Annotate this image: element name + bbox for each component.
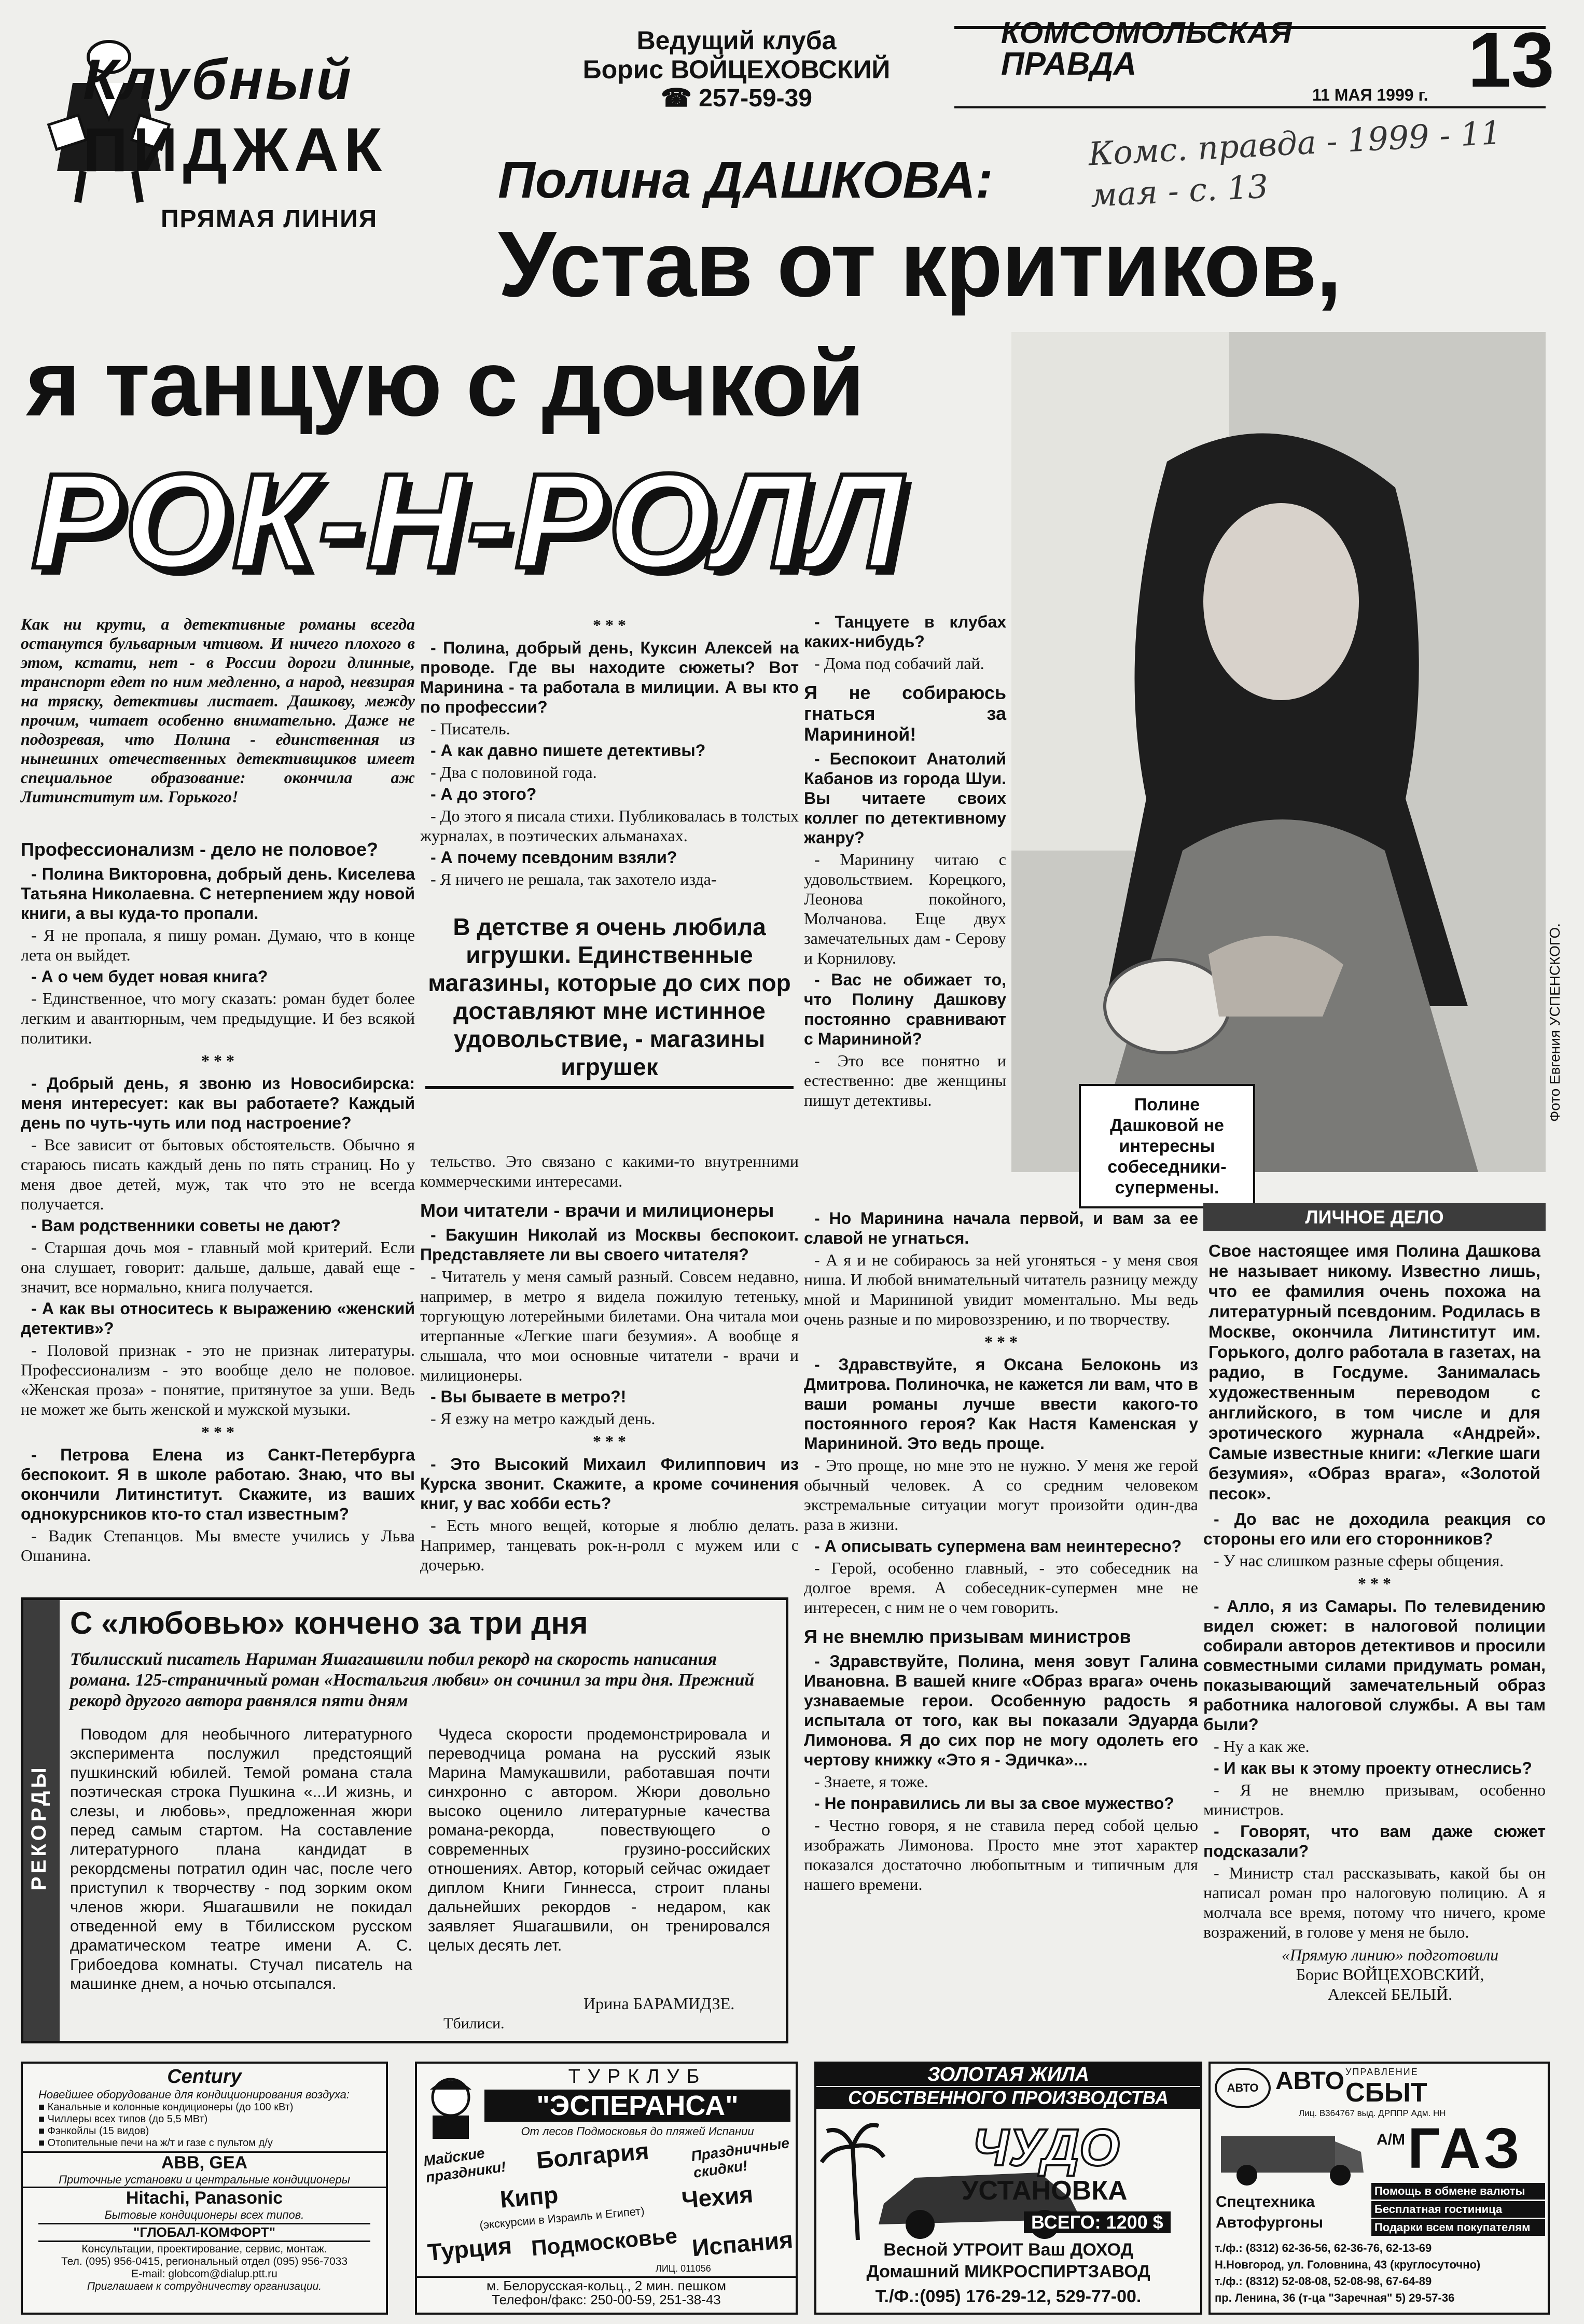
col2_top-question: - А как давно пишете детективы? <box>430 741 706 760</box>
col4-separator: * * * <box>1358 1574 1391 1593</box>
ad3-slogan2: Домашний МИКРОСПИРТЗАВОД <box>866 2262 1150 2281</box>
col4-answer: - Ну а как же. <box>1214 1737 1310 1756</box>
ad2-promo1: Майские праздники! <box>422 2145 507 2186</box>
ad4-brand: ГАЗ <box>1408 2117 1523 2180</box>
ad-chudo <box>814 2062 1202 2315</box>
records-box <box>21 1597 788 2043</box>
paper-name-line1: КОМСОМОЛЬСКАЯ <box>1001 16 1293 50</box>
author-photo <box>1011 332 1563 1172</box>
ad4-offer1: Бесплатная гостиница <box>1371 2201 1545 2218</box>
col3_bottom-subheading: Я не внемлю призывам министров <box>804 1626 1131 1647</box>
col2_top-answer: - До этого я писала стихи. Публиковалась в толстых журналах, в поэтических альманахах. <box>420 806 799 845</box>
col2_top-question: - А почему псевдоним взяли? <box>430 848 677 867</box>
column-2-top <box>420 612 799 891</box>
col3_top-question: - Беспокоит Анатолий Кабанов из города Шуи. Вы читаете своих коллег по детективному жанру? <box>804 749 1006 847</box>
col2_bottom-answer: - Я езжу на метро каждый день. <box>430 1409 656 1428</box>
ad2-brand-top: ТУРКЛУБ <box>568 2066 707 2088</box>
phone-icon: ☎ <box>661 85 692 112</box>
headline-line2: я танцую с дочкой <box>26 331 864 436</box>
records-title: С «любовью» кончено за три дня <box>70 1606 588 1640</box>
column-3-top <box>804 612 1006 1112</box>
ad2-phone: Телефон/факс: 250-00-59, 251-38-43 <box>492 2292 721 2307</box>
ad1-brand2: ABB, GEA <box>23 2151 386 2173</box>
col3_top-question: - Танцуете в клубах каких-нибудь? <box>804 613 1006 651</box>
col3_bottom-question: - Здравствуйте, Полина, меня зовут Галина Ивановна. В вашей книге «Образ врага» очень узнаваемые герои. Особенную радость я испытала от того, как вы показали Эдуарда Лимонова. Я до сих пор не могу одолеть его чертову книжку «Это я - Эдичка»... <box>804 1652 1198 1769</box>
col2_top-answer: - Два с половиной года. <box>430 763 597 782</box>
ad-esperansa <box>415 2062 798 2315</box>
col4-answer: - Я не внемлю призывам, особенно министров. <box>1203 1780 1546 1819</box>
ad1-line3: ■ Фэнкойлы (15 видов) <box>38 2125 149 2137</box>
ad2-dest5: Подмосковье <box>530 2223 678 2261</box>
portrait-illustration <box>1011 332 1546 1172</box>
ad4-service0: Спецтехника <box>1216 2193 1315 2210</box>
ad3-phone: Т./Ф.:(095) 176-29-12, 529-77-00. <box>875 2287 1142 2306</box>
col2_top-separator: * * * <box>593 616 626 634</box>
col1-subheading: Профессионализм - дело не половое? <box>21 839 378 860</box>
ad4-name1: АВТО <box>1275 2067 1344 2095</box>
col2_bottom-answer: тельство. Это связано с какими-то внутренними коммерческими интересами. <box>420 1152 799 1190</box>
ad2-license: ЛИЦ. 011056 <box>656 2263 711 2274</box>
ad2-dest3: (экскурсии в Израиль и Египет) <box>479 2204 645 2232</box>
section-label: ПРЯМАЯ ЛИНИЯ <box>161 205 378 233</box>
col1-separator: * * * <box>201 1423 234 1441</box>
records-col1: Поводом для необычного литературного эксперимента послужил предстоящий пушкинский юбилей. Темой романа стала поэтическая строка Пушкина «...И жизнь, и слезы, и любовь», предложенная жюри перед самым стартом. На составление литературного плана кандидат в рекордсмены потратил один час, после чего приступил к творчеству - под зорким оком членов жюри. Яшагашвили не покидал отведенной ему в Тбилисском русском драматическом театре имени А. С. Грибоедова комнаты. Стучал писатель на машинке днем, а ночью отсыпался. <box>70 1725 412 1993</box>
records-lead: Тбилисский писатель Нариман Яшагашвили побил рекорд на скорость написания романа. 125-страничный роман «Ностальгия любви» он сочинил за три дня. Прежний рекорд другого автора равнялся пяти дням <box>70 1650 755 1710</box>
ad1-contact3: Приглашаем к сотрудничеству организации. <box>87 2280 322 2292</box>
host-phone <box>560 84 913 113</box>
host-label: Ведущий клуба <box>636 26 837 55</box>
records-place: Тбилиси. <box>443 2015 505 2032</box>
col3_bottom-answer: - Знаете, я тоже. <box>814 1772 928 1791</box>
ad-century <box>21 2062 388 2315</box>
col2_bottom-subheading: Мои читатели - врачи и милиционеры <box>420 1200 774 1221</box>
col1-question: - Вам родственники советы не дают? <box>31 1216 341 1235</box>
ad1-brand2-sub: Приточные установки и центральные кондиционеры <box>59 2173 350 2186</box>
col1-answer: - Половой признак - это не признак литературы. Профессионализм - это вообще дело не половое. «Женская проза» - понятие, притянутое за уши. Ведь не может же быть женской и мужской музыки. <box>21 1341 415 1418</box>
ad4-phone0: т./ф.: (8312) 62-36-56, 62-36-76, 62-13-69 <box>1215 2242 1432 2255</box>
col2_bottom-answer: - Читатель у меня самый разный. Совсем недавно, например, в метро я видела пожилую тетеньку, торгующую лотерейными билетами. Она читала мои итерпанные «Легкие шаги безумия». А вообще я слышала, что мои основные читатели - врачи и милиционеры. <box>420 1267 799 1384</box>
col2_bottom-question: - Бакушин Николай из Москвы беспокоит. Представляете ли вы своего читателя? <box>420 1226 799 1264</box>
ad3-product-sub: УСТАНОВКА <box>962 2176 1128 2206</box>
records-author: Ирина БАРАМИДЗЕ. <box>583 1994 735 2013</box>
column-4 <box>1203 1509 1546 1944</box>
col2_bottom-answer: - Есть много вещей, которые я люблю делать. Например, танцевать рок-н-ролл с мужем или с дочерью. <box>420 1516 799 1574</box>
ad1-brand3-sub: Бытовые кондиционеры всех типов. <box>104 2208 304 2221</box>
col2_top-answer: - Я ничего не решала, так захотело изда- <box>430 870 717 888</box>
ad4-logo-text: АВТО <box>1227 2081 1259 2094</box>
photo-caption: Полине Дашковой не интересны собеседники-супермены. <box>1079 1084 1255 1208</box>
ad3-product: ЧУДО <box>972 2119 1120 2177</box>
bio-title: ЛИЧНОЕ ДЕЛО <box>1203 1203 1546 1231</box>
intro-paragraph: Как ни крути, а детективные романы всегда останутся бульварным чтивом. И ничего плохого в этом, кстати, нет - в России дороги длинные, транспорт едет по ним медленно, а народ, невзирая на тряску, детективы листает. Дашкову, между прочим, читает особенно внимательно. Даже не подозревая, что Полина - единственная из нынешних отечественных детективщиков имеет специальное образование: окончила аж Литинститут им. Горького! <box>21 615 415 806</box>
col4-question: - И как вы к этому проекту отнеслись? <box>1214 1759 1532 1777</box>
headline-kicker: Полина ДАШКОВА: <box>498 151 993 209</box>
ad2-dest2: Кипр <box>498 2181 560 2213</box>
col1-separator: * * * <box>201 1051 234 1070</box>
ad4-phones <box>1215 2240 1544 2306</box>
col1-question: - А о чем будет новая книга? <box>31 967 268 986</box>
col3_bottom-question: - Не понравились ли вы за свое мужество? <box>814 1794 1174 1813</box>
page-number: 13 <box>1468 16 1554 103</box>
paper-name-line2: ПРАВДА <box>1001 46 1137 82</box>
records-side-text: РЕКОРДЫ <box>27 1764 50 1890</box>
ad3-slogan1: Весной УТРОИТ Ваш ДОХОД <box>883 2240 1133 2260</box>
col2_bottom-question: - Вы бываете в метро?! <box>430 1387 627 1406</box>
host-phone-number: 257-59-39 <box>699 85 812 112</box>
credits-line3: Алексей БЕЛЫЙ. <box>1327 1985 1453 2003</box>
col1-answer: - Все зависит от бытовых обстоятельств. Обычно я стараюсь писать каждый день по пять страниц. Но у меня двое детей, муж, так что это не всегда получается. <box>21 1135 415 1213</box>
ad4-phone3: пр. Ленина, 36 (т-ца "Заречная" 5) 29-57-36 <box>1215 2291 1455 2304</box>
ad3-title2: СОБСТВЕННОГО ПРОИЗВОДСТВА <box>816 2086 1200 2109</box>
column-3-bottom <box>804 1208 1198 1896</box>
ad4-service1: Автофургоны <box>1216 2214 1323 2231</box>
ad1-brand3: Hitachi, Panasonic <box>23 2187 386 2208</box>
col4-question: - Говорят, что вам даже сюжет подсказали? <box>1203 1822 1546 1860</box>
ad4-name2: СБЫТ <box>1345 2078 1427 2108</box>
headline-line3: РОК-Н-РОЛЛ <box>31 446 906 596</box>
col3_bottom-answer: - Герой, особенно главный, - это собеседник на долгое время. А собеседник-супермен мне не интересен, с ним не о чем говорить. <box>804 1558 1198 1617</box>
ad4-phone1: Н.Новгород, ул. Головнина, 43 (круглосуточно) <box>1215 2258 1481 2271</box>
credits-line1: «Прямую линию» подготовили <box>1281 1945 1499 1964</box>
col3_top-subheading: Я не собираюсь гнаться за Марининой! <box>804 682 1006 745</box>
col3_bottom-answer: - Это проще, но мне это не нужно. У меня же герой обычный человек. А со средним человеком экстремальные ситуации могут произойти один-два раза в жизни. <box>804 1456 1198 1534</box>
ad2-address: м. Белорусская-кольц., 2 мин. пешком <box>417 2276 796 2294</box>
credits-line2: Борис ВОЙЦЕХОВСКИЙ, <box>1296 1965 1484 1984</box>
col1-answer: - Единственное, что могу сказать: роман будет более легким и авантюрным, чем предыдущие. И без всякой политики. <box>21 989 415 1047</box>
records-col2: Чудеса скорости продемонстрировала и переводчица романа на русский язык Марина Мамукашвили, работавшая почти синхронно с автором. Жюри довольно высоко оценило литературные качества романа-рекорда, повествующего о современных грузино-российских отношениях. Автор, который сейчас ожидает диплом Книги Гиннесса, строит планы дальнейших рекордов - недаром, как заявляет Яшагашвили, он тренировался целых десять лет. <box>428 1725 770 1954</box>
ad4-license: Лиц. В364767 выд. ДРППР Адм. НН <box>1299 2108 1446 2118</box>
ad2-promo2: Праздничные скидки! <box>690 2134 790 2181</box>
col4-answer: - У нас слишком разные сферы общения. <box>1214 1551 1504 1570</box>
col2_top-question: - А до этого? <box>430 785 537 803</box>
ad2-name: "ЭСПЕРАНСА" <box>484 2090 790 2122</box>
ad2-dest4: Турция <box>426 2232 513 2266</box>
ad1-line0: Новейшее оборудование для кондиционирования воздуха: <box>38 2088 350 2101</box>
ad1-contact2: E-mail: globcom@dialup.ptt.ru <box>131 2268 277 2280</box>
logo-line2: ПИДЖАК <box>83 115 387 185</box>
col1-question: - А как вы относитесь к выражению «женский детектив»? <box>21 1299 415 1338</box>
col1-answer: - Вадик Степанцов. Мы вместе учились у Льва Ошанина. <box>21 1526 415 1565</box>
col3_bottom-question: - А описывать супермена вам неинтересно? <box>814 1537 1182 1555</box>
col3_bottom-question: - Здравствуйте, я Оксана Белоконь из Дмитрова. Полиночка, не кажется ли вам, что в ваши романы лучше ввести какого-то постоянного героя? Как Настя Каменская у Марининой. Это ведь проще. <box>804 1355 1198 1453</box>
ad4-dept: УПРАВЛЕНИЕ <box>1345 2067 1419 2077</box>
col4-answer: - Министр стал рассказывать, какой бы он написал роман про налоговую полицию. А я молчала все время, потому что ничего, кроме возражений, в голове у меня не было. <box>1203 1863 1546 1941</box>
ad4-offer0: Помощь в обмене валюты <box>1371 2183 1545 2200</box>
column-2-bottom <box>420 1151 799 1577</box>
ad4-logo <box>1215 2068 1271 2108</box>
ad2-dest1: Чехия <box>680 2180 755 2214</box>
bio-text: Свое настоящее имя Полина Дашкова не называет никому. Известно лишь, что ее фамилия очень похожа на литературный псевдоним. Родилась в Москве, окончила Литинститут им. Горького, долго работала в газетах, на радио, в Госдуме. Занималась художественным переводом с английского, в том числе и для эротического журнала «Андрей». Самые известные книги: «Легкие шаги безумия», «Образ врага», «Золотой песок». <box>1208 1241 1540 1503</box>
logo-line1: Клубный <box>83 48 353 112</box>
col4-question: - До вас не доходила реакция со стороны его или его сторонников? <box>1203 1510 1546 1548</box>
credits <box>1234 1945 1546 2004</box>
ad1-line2: ■ Чиллеры всех типов (до 5,5 МВт) <box>38 2113 208 2125</box>
col4-question: - Алло, я из Самары. По телевидению видел сюжет: в налоговой полиции собирали авторов детективов и просили совместными силами придумать роман, показывающий замечательный образ работника налоговой службы. А вы там были? <box>1203 1597 1546 1734</box>
headline-line1: Устав от критиков, <box>498 212 1341 316</box>
col1-question: - Полина Викторовна, добрый день. Киселева Татьяна Николаевна. С нетерпением жду новой книги, а вы куда-то пропали. <box>21 865 415 923</box>
traveler-icon <box>422 2074 479 2141</box>
col2_top-answer: - Писатель. <box>430 719 510 738</box>
ad1-line4: ■ Отопительные печи на ж/т и газе с пультом д/у <box>38 2137 273 2149</box>
ad-avtosbyt <box>1208 2062 1550 2315</box>
bio-box <box>1203 1203 1546 1513</box>
ad2-dest6: Испания <box>691 2225 794 2262</box>
col3_bottom-separator: * * * <box>984 1332 1018 1351</box>
ad2-tagline: От лесов Подмосковья до пляжей Испании <box>521 2125 754 2138</box>
col1-answer: - Я не пропала, я пишу роман. Думаю, что в конце лета он выйдет. <box>21 926 415 964</box>
ad1-name: Century <box>167 2066 242 2088</box>
col1-answer: - Старшая дочь моя - главный мой критерий. Если она слушает, говорит: дальше, дальше, давай еще - значит, все нормально, книга получается. <box>21 1238 415 1296</box>
paper-name <box>1001 18 1292 80</box>
issue-date: 11 МАЯ 1999 г. <box>1312 86 1428 104</box>
ad1-contact1: Тел. (095) 956-0415, региональный отдел (095) 956-7033 <box>61 2256 348 2267</box>
ad1-line1: ■ Канальные и колонные кондиционеры (до 100 кВт) <box>38 2102 294 2113</box>
ad4-offers <box>1371 2183 1545 2236</box>
col1-question: - Добрый день, я звоню из Новосибирска: меня интересует: как вы работаете? Каждый день по чуть-чуть или под настроение? <box>21 1074 415 1132</box>
col3_top-question: - Вас не обижает то, что Полину Дашкову постоянно сравнивают с Марининой? <box>804 970 1006 1048</box>
ad4-brand-prefix: А/М <box>1377 2131 1405 2148</box>
col2_bottom-separator: * * * <box>593 1432 626 1451</box>
ad3-price: ВСЕГО: 1200 $ <box>1024 2211 1171 2233</box>
ad2-dest0: Болгария <box>535 2137 650 2174</box>
col3_top-answer: - Это все понятно и естественно: две женщины пишут детективы. <box>804 1051 1006 1109</box>
handwritten-note: Комс. правда - 1999 - 11 мая - с. 13 <box>1087 113 1503 215</box>
photo-credit: Фото Евгения УСПЕНСКОГО. <box>1547 923 1563 1122</box>
ad3-title1: ЗОЛОТАЯ ЖИЛА <box>816 2064 1200 2086</box>
host-name: Борис ВОЙЦЕХОВСКИЙ <box>582 55 891 84</box>
van-illustration <box>1216 2121 1371 2188</box>
host-block <box>560 26 913 113</box>
col3_bottom-question: - Но Маринина начала первой, и вам за ее славой не угнаться. <box>804 1209 1198 1247</box>
col2_top-question: - Полина, добрый день, Куксин Алексей на проводе. Где вы находите сюжеты? Вот Маринина - та работала в милиции. А вы кто по профессии? <box>420 638 799 716</box>
records-side-label <box>23 1600 60 2041</box>
col3_bottom-answer: - А я и не собираюсь за ней угоняться - у меня своя ниша. И любой внимательный читатель разницу между мной и Марининой увидит моментально. Мы ведь очень разные и по мировоззрению, и по творчеству. <box>804 1250 1198 1328</box>
ad1-company: "ГЛОБАЛ-КОМФОРТ" <box>38 2223 370 2242</box>
col3_top-answer: - Маринину читаю с удовольствием. Корецкого, Леонова покойного, Молчанова. Еще двух замечательных дам - Серову и Корнилову. <box>804 850 1006 967</box>
header-rule-bottom <box>954 106 1546 108</box>
ad4-offer2: Подарки всем покупателям <box>1371 2219 1545 2236</box>
col3_top-answer: - Дома под собачий лай. <box>814 654 984 673</box>
ad4-phone2: т./ф.: (8312) 52-08-08, 52-08-98, 67-64-89 <box>1215 2275 1432 2288</box>
ad1-contact0: Консультации, проектирование, сервис, монтаж. <box>81 2243 327 2255</box>
col2_bottom-question: - Это Высокий Михаил Филиппович из Курска звонит. Скажите, а кроме сочинения книг, у вас хобби есть? <box>420 1455 799 1513</box>
pull-quote: В детстве я очень любила игрушки. Единственные магазины, которые до сих пор доставляют мне истинное удовольствие, - магазины игрушек <box>425 908 794 1089</box>
col1-question: - Петрова Елена из Санкт-Петербурга беспокоит. Я в школе работаю. Знаю, что вы окончили Литинститут. Скажите, из ваших однокурсников кто-то стал известным? <box>21 1445 415 1523</box>
club-logo <box>21 26 405 244</box>
col3_bottom-answer: - Честно говоря, я не ставила перед собой целью изображать Лимонова. Просто мне этот характер показался достаточно любопытным и типичным для нашего времени. <box>804 1816 1198 1894</box>
column-1 <box>21 830 415 1567</box>
